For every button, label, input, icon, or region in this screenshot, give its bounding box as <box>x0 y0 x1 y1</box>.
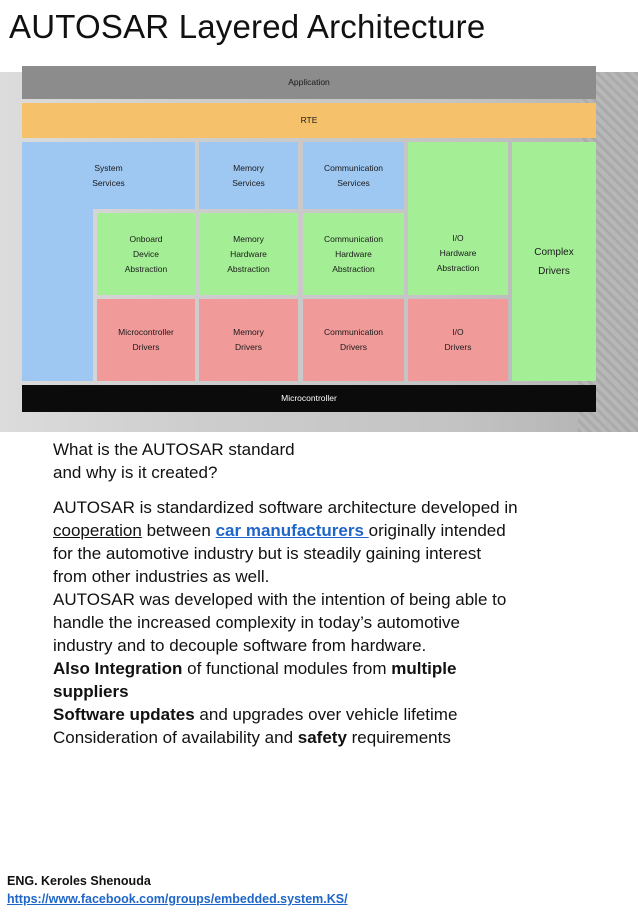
body-paragraph: AUTOSAR is standardized software architecture developed in cooperation between car manufacturers originally intended for the automotive industry but is steadily gaining interest from other industries as well. AUTOSAR was developed with the intention of being able to handle the increased complexity in today’s automotive industry and to decouple software from hardware. Also Integration of functional modules from multiple suppliers Software updates and upgrades over vehicle lifetime Consideration of availability and safety requirements <box>53 498 518 747</box>
complex-drivers-block: Complex Drivers <box>512 142 596 381</box>
author-name: ENG. Keroles Shenouda <box>7 874 151 888</box>
question-text: What is the AUTOSAR standard and why is it created? <box>53 440 295 482</box>
memory-hardware-abstraction-block: Memory Hardware Abstraction <box>199 213 298 295</box>
communication-drivers-block: Communication Drivers <box>303 299 404 381</box>
application-layer: Application <box>22 66 596 99</box>
rte-layer: RTE <box>22 103 596 138</box>
communication-hardware-abstraction-block: Communication Hardware Abstraction <box>303 213 404 295</box>
memory-services-block: Memory Services <box>199 142 298 209</box>
description-text <box>53 438 613 749</box>
page-title: AUTOSAR Layered Architecture <box>9 8 486 45</box>
system-services-block: System Services <box>22 142 195 209</box>
microcontroller-layer: Microcontroller <box>22 385 596 412</box>
communication-services-block: Communication Services <box>303 142 404 209</box>
system-services-column <box>22 209 93 381</box>
car-manufacturers-link[interactable]: car manufacturers <box>215 521 369 540</box>
footer <box>7 872 348 908</box>
cooperation-link[interactable]: cooperation <box>53 521 142 540</box>
facebook-group-link[interactable]: https://www.facebook.com/groups/embedded.system.KS/ <box>7 892 348 906</box>
memory-drivers-block: Memory Drivers <box>199 299 298 381</box>
microcontroller-drivers-block: Microcontroller Drivers <box>97 299 195 381</box>
io-drivers-block: I/O Drivers <box>408 299 508 381</box>
autosar-architecture-diagram <box>22 66 596 412</box>
io-hardware-abstraction-block: I/O Hardware Abstraction <box>408 142 508 295</box>
onboard-device-abstraction-block: Onboard Device Abstraction <box>97 213 195 295</box>
